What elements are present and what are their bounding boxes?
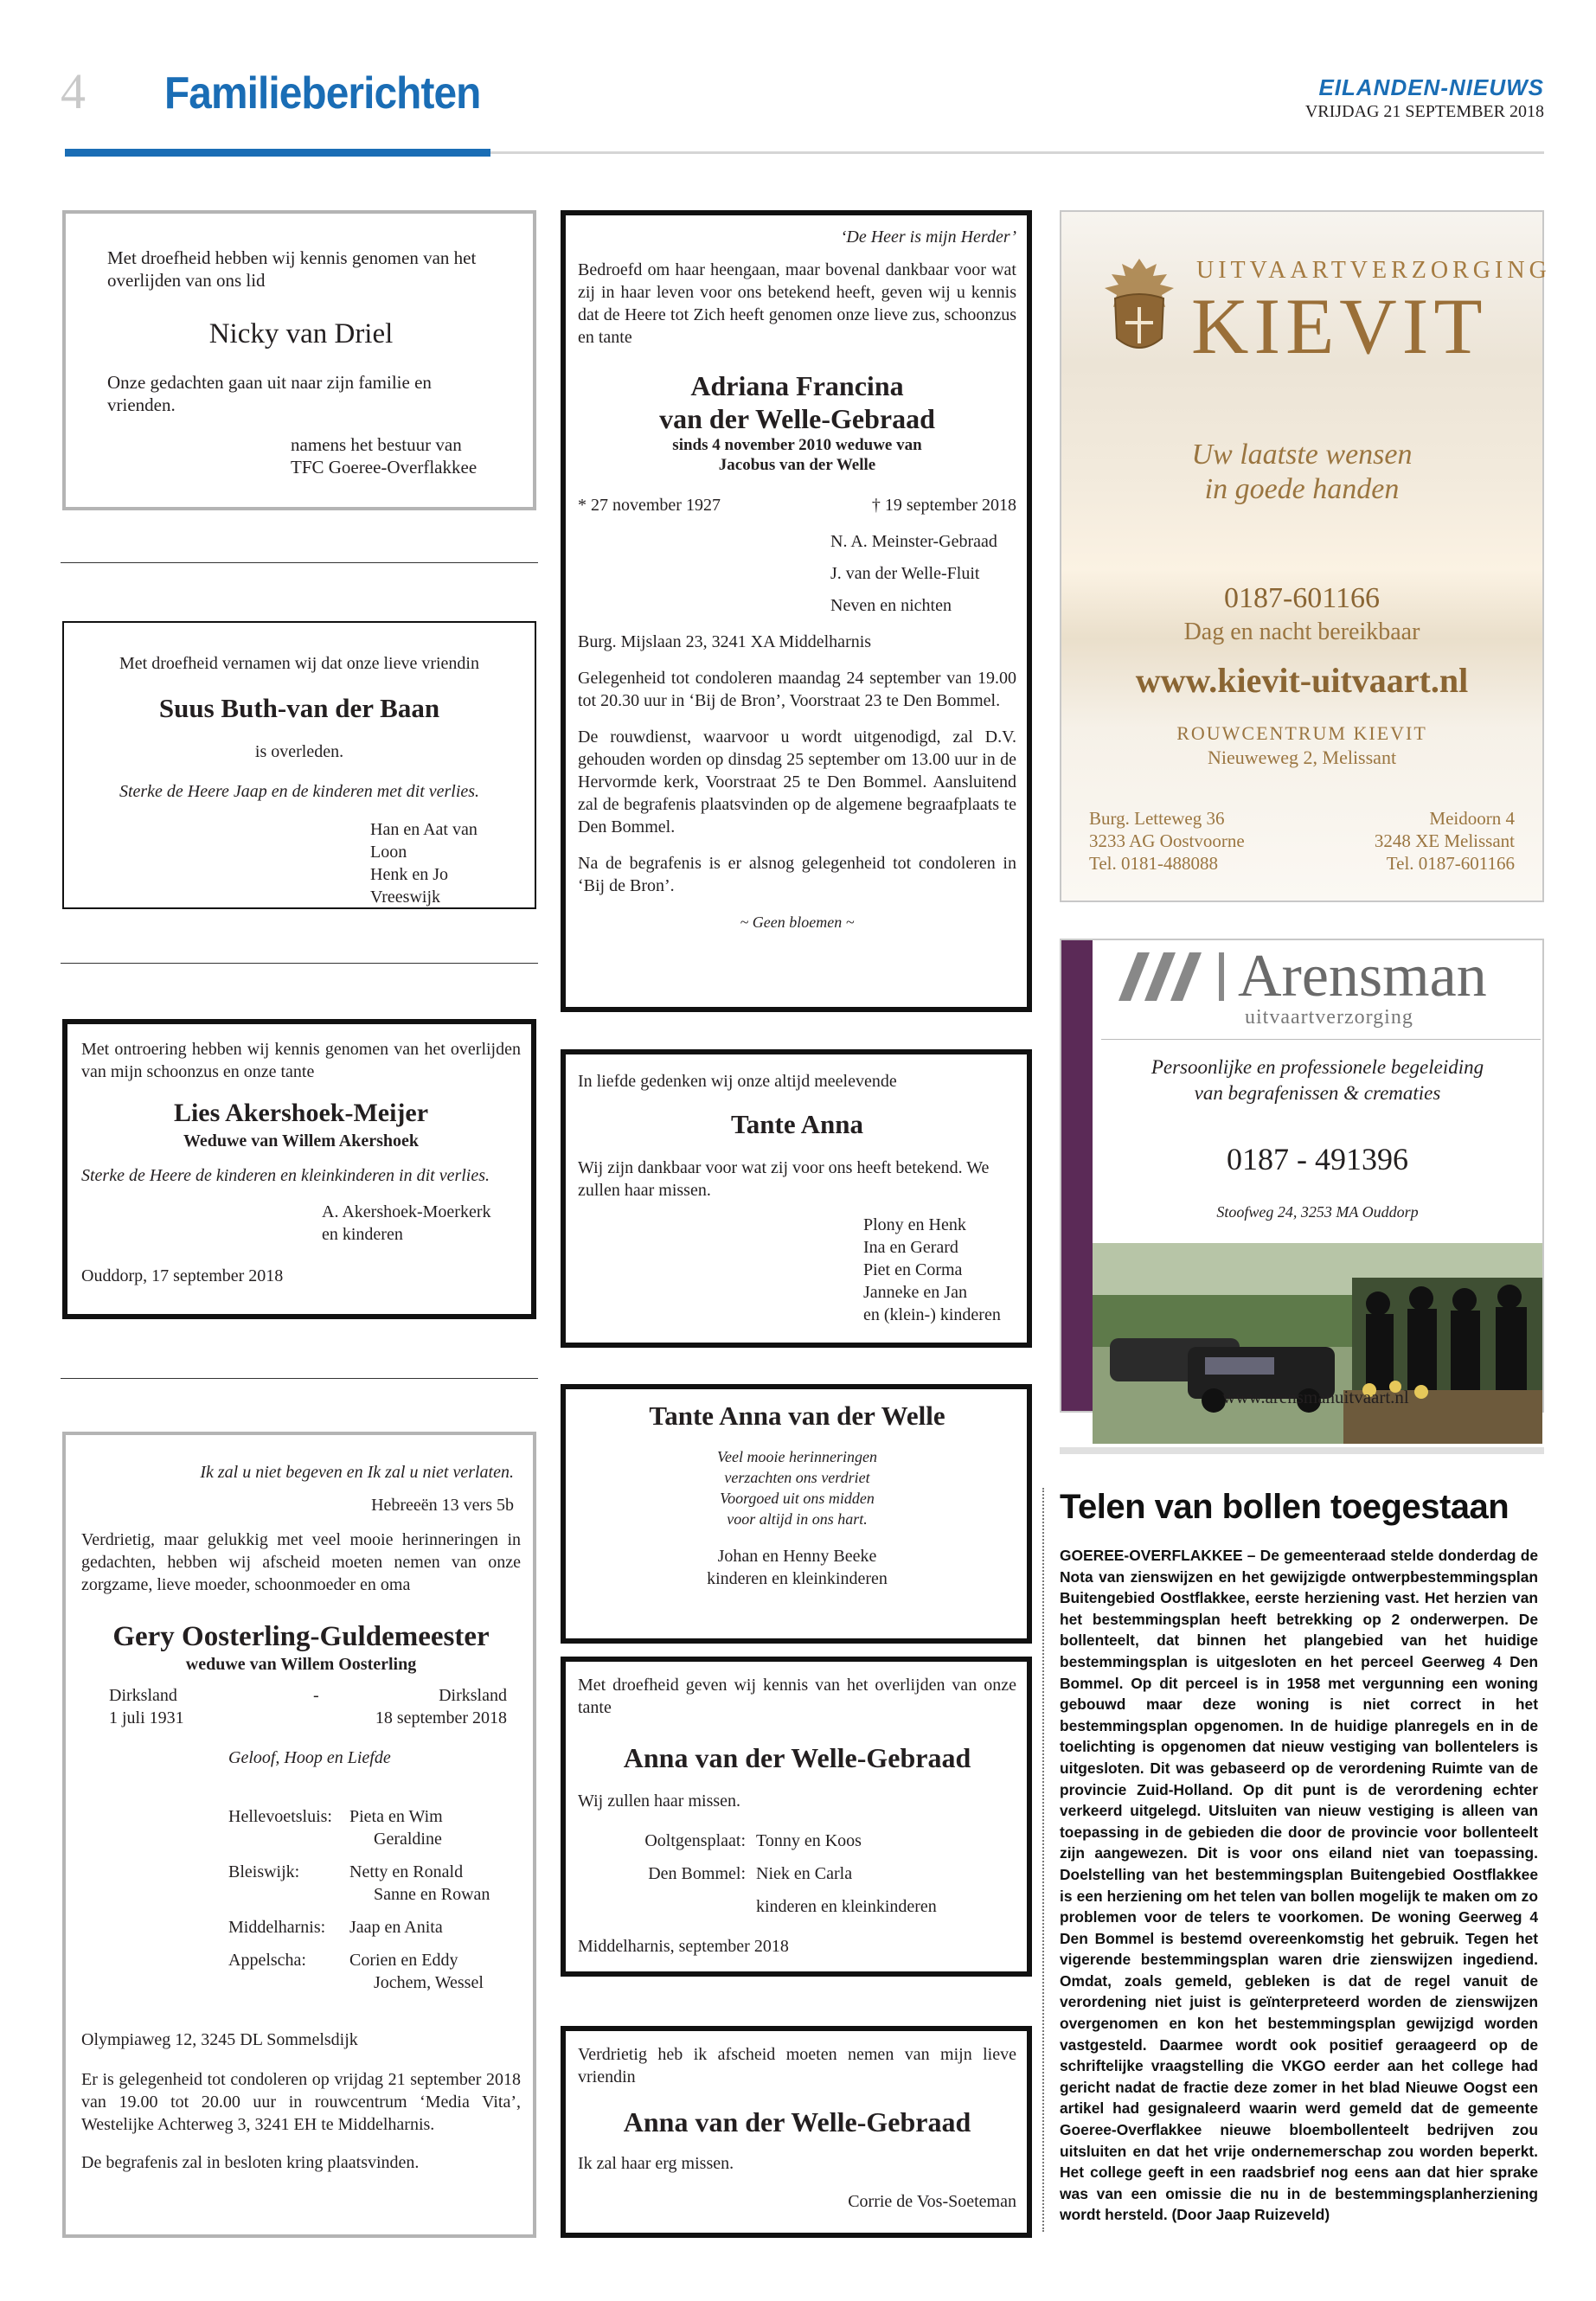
notice-subtitle-2: Jacobus van der Welle <box>718 456 876 474</box>
notice-sign-2: TFC Goeree-Overflakkee <box>291 457 478 478</box>
notice-after: Na de begrafenis is er alsnog gelegenheid tot condoleren in ‘Bij de Bron’. <box>578 854 1016 895</box>
ad-web-link[interactable]: www.kievit-uitvaart.nl <box>1135 661 1469 700</box>
ad-address: Stoofweg 24, 3253 MA Ouddorp <box>1216 1203 1419 1221</box>
notice-sign-2: kinderen en kleinkinderen <box>707 1569 888 1588</box>
separator <box>61 1378 538 1379</box>
addr-line: Tel. 0181-488088 <box>1089 853 1219 874</box>
notice-intro: Met ontroering hebben wij kennis genomen van het overlijden van mijn schoonzus en onze tante <box>81 1040 521 1081</box>
notice-tante-anna-van-der-welle <box>561 1384 1032 1644</box>
notice-name: Tante Anna <box>730 1109 864 1139</box>
notice-name: Gery Oosterling-Guldemeester <box>112 1621 490 1652</box>
article-body: GOEREE-OVERFLAKKEE – De gemeenteraad stelde donderdag de Nota van zienswijzen en het gewijzigde ontwerpbestemmingsplan Buitengebied Oostflakkee, eerste herziening vast. Het herzien van het bestemmingsplan heeft betrekking op 2 onderwerpen. De bollenteelt, dat binnen het plangebied van het huidige bestemmingsplan is uitgesloten en het perceel Geerweg 4 Den Bommel. Op dit perceel is in 1958 met vergunning een woning gebouwd maar deze woning is niet correct in het bestemmingsplan opgenomen. In de huidige planregels en in de toelichting is opgenomen dat nieuw vestiging van bollentelers is uitgesloten. Dit was gebaseerd op de verordening Ruimte van de provincie Zuid-Holland. Op dit punt is de verordening echter verkeerd uitgelegd. Uitsluiten van nieuw vestiging is alleen van toepassing in de gebieden die door de provincie voor bollenteelt zijn aangewezen. Dit is voor ons eiland niet van toepassing. Doelstelling van het bestemmingsplan Buitengebied Oostflakkee is een herziening om het telen van bollen mogelijk te maken om zo problemen voor de telers te voorkomen. De woning Geerweg 4 Den Bommel is bestemd overeenkomstig het gebruik. Tegen het vigerende bestemmingsplan waren drie zienswijzen ingediend. Omdat, zoals gemeld, gebleken is dat de regel vanuit de verordening niet juist is geïnterpreteerd worden de zienswijzen overgenomen en kon het bestemmingsplan gewijzigd worden vastgesteld. Daarmee wordt ook positief geraageerd op de schriftelijke vraagstelling die VKGO eerder aan het college had gericht nadat de fractie deze zomer in het blad Nieuwe Oogst een artikel had gesignaleerd waarin werd gemeld dat de gemeente Goeree-Overflakkee nieuwe bloembollenteelt bedrijven zou uitsluiten en dat het vrije ondernemerschap zou worden beperkt. Het college geeft in een raadsbrief nog eens aan dat hier sprake was van een omissie die nu in de bestemmingsplanherziening wordt hersteld. (Door Jaap Ruizeveld) <box>1060 1547 1538 2224</box>
family-names: Pieta en Wim <box>349 1807 443 1826</box>
ad-sub: uitvaartverzorging <box>1245 1006 1413 1029</box>
notice-sign-1: namens het bestuur van <box>291 434 462 455</box>
crest-icon <box>1096 255 1183 361</box>
family-member: Neven en nichten <box>830 596 952 615</box>
family-names: Corien en Eddy <box>349 1951 458 1970</box>
family-row <box>578 1862 1016 1885</box>
notice-name: Lies Akershoek-Meijer <box>173 1099 429 1127</box>
section-title: Familieberichten <box>164 68 481 119</box>
issue-date: VRIJDAG 21 SEPTEMBER 2018 <box>1304 102 1544 121</box>
notice-subtitle: Weduwe van Willem Akershoek <box>183 1131 420 1150</box>
addr-line: Tel. 0187-601166 <box>1386 853 1515 874</box>
family-row <box>578 1830 1016 1852</box>
ad-slogan-2: in goede handen <box>1204 473 1400 505</box>
notice-name: Nicky van Driel <box>208 318 394 349</box>
family-member: Ina en Gerard <box>863 1238 958 1257</box>
notice-subtitle-1: sinds 4 november 2010 weduwe van <box>672 436 922 454</box>
notice-quote: Sterke de Heere de kinderen en kleinkinderen in dit verlies. <box>81 1166 490 1185</box>
notice-name: Anna van der Welle-Gebraad <box>623 1742 971 1773</box>
arensman-logo-icon <box>1118 952 1231 1001</box>
family-place: Den Bommel: <box>648 1864 746 1883</box>
death-date: † 19 september 2018 <box>871 496 1016 515</box>
family-row <box>228 1861 521 1906</box>
notice-name-2: van der Welle-Gebraad <box>659 403 935 434</box>
addr-line: 3233 AG Oostvoorne <box>1089 830 1245 851</box>
ad-web-link[interactable]: www.arensmanuitvaart.nl <box>1222 1387 1409 1407</box>
ad-center-name: ROUWCENTRUM KIEVIT <box>1176 722 1427 744</box>
death-place: Dirksland <box>439 1686 507 1705</box>
article-headline: Telen van bollen toegestaan <box>1060 1488 1509 1526</box>
family-names: Niek en Carla <box>756 1864 853 1883</box>
notice-intro: Verdrietig heb ik afscheid moeten nemen van mijn lieve vriendin <box>578 2045 1016 2086</box>
notice-place-date: Ouddorp, 17 september 2018 <box>81 1266 284 1285</box>
ad-availability: Dag en nacht bereikbaar <box>1183 619 1420 645</box>
notice-anna-gebraad-1 <box>561 1657 1032 1977</box>
notice-tante-anna <box>561 1049 1032 1348</box>
death-date: 18 september 2018 <box>375 1708 507 1727</box>
notice-name: Tante Anna van der Welle <box>649 1400 945 1431</box>
notice-service: De rouwdienst, waarvoor u wordt uitgenodigd, zal D.V. gehouden worden op dinsdag 25 september om 13.00 uur in de Hervormde kerk, Voorstraat 25 te Den Bommel. Aansluitend zal de begrafenis plaatsvinden op de algemene begraafplaats te Den Bommel. <box>578 727 1016 836</box>
birth-place: Dirksland <box>109 1686 177 1705</box>
notice-intro: Verdrietig, maar gelukkig met veel mooie herinneringen in gedachten, hebben wij afscheid moeten nemen van onze zorgzame, lieve moeder, schoonmoeder en oma <box>81 1530 521 1594</box>
notice-dates <box>81 1684 521 1731</box>
header-rule-blue <box>65 149 490 157</box>
ad-arensman <box>1060 939 1544 1413</box>
notice-status: is overleden. <box>254 742 344 761</box>
poem-line: Voorgoed uit ons midden <box>720 1490 875 1507</box>
notice-family-list <box>830 530 1016 617</box>
family-place: Ooltgensplaat: <box>644 1831 746 1850</box>
notice-body: Wij zullen haar missen. <box>578 1791 741 1811</box>
family-names: kinderen en kleinkinderen <box>756 1897 937 1916</box>
family-member: J. van der Welle-Fluit <box>830 564 980 583</box>
poem-line: verzachten ons verdriet <box>724 1469 870 1486</box>
notice-intro: In liefde gedenken wij onze altijd meelevende <box>578 1072 897 1091</box>
notice-family-list <box>578 1830 1016 1918</box>
notice-subtitle: weduwe van Willem Oosterling <box>185 1655 417 1674</box>
notice-adriana-van-der-welle <box>561 210 1032 1012</box>
notice-sign-1: A. Akershoek-Moerkerk <box>322 1202 491 1221</box>
family-member: N. A. Meinster-Gebraad <box>830 532 997 551</box>
notice-place-date: Middelharnis, september 2018 <box>578 1937 789 1956</box>
ad-phone: 0187-601166 <box>1223 582 1381 614</box>
separator <box>61 963 538 964</box>
notice-family-list <box>863 1214 1016 1326</box>
notice-address: Olympiaweg 12, 3245 DL Sommelsdijk <box>81 2030 358 2049</box>
ad-address-left <box>1089 807 1245 875</box>
family-member: Plony en Henk <box>863 1215 966 1234</box>
poem-line: Veel mooie herinneringen <box>717 1448 877 1465</box>
notice-body: Ik zal haar erg missen. <box>578 2154 734 2173</box>
ad-phone: 0187 - 491396 <box>1227 1142 1408 1176</box>
ad-kievit <box>1060 210 1551 902</box>
notice-intro: Met droefheid hebben wij kennis genomen van het overlijden van ons lid <box>107 247 477 291</box>
separator <box>61 562 538 563</box>
notice-name: Anna van der Welle-Gebraad <box>623 2106 971 2138</box>
ad-tagline-top: UITVAARTVERZORGING <box>1196 257 1551 284</box>
notice-intro: Met droefheid geven wij kennis van het overlijden van onze tante <box>578 1676 1016 1717</box>
notice-sign-1: Han en Aat van Loon <box>370 820 478 862</box>
ad-tagline-1: Persoonlijke en professionele begeleiding <box>1151 1056 1484 1078</box>
ad-center-address: Nieuweweg 2, Melissant <box>1207 747 1397 768</box>
family-place: Bleiswijk: <box>228 1862 300 1881</box>
ad-tagline-2: van begrafenissen & crematies <box>1194 1082 1441 1104</box>
notice-verse: Ik zal u niet begeven en Ik zal u niet verlaten. <box>200 1463 514 1482</box>
notice-intro: Bedroefd om haar heengaan, maar bovenal dankbaar voor wat zij in haar leven voor ons betekend heeft, geven wij u kennis dat de Heere tot Zich heeft genomen onze lieve zus, schoonzus en tante <box>578 260 1016 347</box>
notice-nicky-van-driel <box>62 210 536 510</box>
notice-sign-2: Henk en Jo Vreeswijk <box>370 865 448 907</box>
ad-brand: Arensman <box>1238 943 1487 1009</box>
notice-condolence: Gelegenheid tot condoleren maandag 24 september van 19.00 tot 20.30 uur in ‘Bij de Bron’, Voorstraat 23 te Den Bommel. <box>578 669 1016 710</box>
family-row <box>228 1916 521 1939</box>
family-member: Piet en Corma <box>863 1260 963 1279</box>
notice-name: Suus Buth-van der Baan <box>158 693 440 723</box>
notice-sign-2: en kinderen <box>322 1225 403 1244</box>
notice-anna-gebraad-2 <box>561 2026 1032 2238</box>
family-member: en (klein-) kinderen <box>863 1305 1001 1324</box>
header-rule-gray <box>490 151 1544 154</box>
ad-photo-funeral <box>1093 1243 1542 1444</box>
birth-date: 1 juli 1931 <box>109 1708 184 1727</box>
notice-verse: ‘De Heer is mijn Herder’ <box>840 228 1016 247</box>
family-place: Middelharnis: <box>228 1918 326 1937</box>
notice-name-1: Adriana Francina <box>690 370 904 401</box>
notice-quote: Sterke de Heere Jaap en de kinderen met dit verlies. <box>119 782 480 801</box>
notice-condolence: Er is gelegenheid tot condoleren op vrijdag 21 september 2018 van 19.00 tot 20.00 uur in rouwcentrum ‘Media Vita’, Westelijke Achterweg 3, 3241 EH te Middelharnis. <box>81 2070 521 2134</box>
notice-gery-oosterling <box>62 1432 536 2238</box>
family-row <box>228 1805 521 1850</box>
notice-sign: Corrie de Vos-Soeteman <box>848 2192 1016 2211</box>
column-divider <box>1042 1488 1044 2232</box>
addr-line: 3248 XE Melissant <box>1374 830 1515 851</box>
family-names: Sanne en Rowan <box>374 1885 490 1904</box>
divider <box>1101 1039 1541 1040</box>
page-number: 4 <box>61 63 86 119</box>
ad-address-right <box>1375 807 1515 875</box>
birth-date: * 27 november 1927 <box>578 496 721 515</box>
poem-line: voor altijd in ons hart. <box>727 1510 868 1528</box>
notice-poem <box>578 1446 1016 1529</box>
family-names: Geraldine <box>374 1830 442 1849</box>
date-dash: - <box>313 1686 319 1705</box>
family-member: Janneke en Jan <box>863 1283 967 1302</box>
notice-suus-buth <box>62 621 536 909</box>
notice-address: Burg. Mijslaan 23, 3241 XA Middelharnis <box>578 632 872 651</box>
notice-lies-akershoek <box>62 1019 536 1319</box>
notice-no-flowers: ~ Geen bloemen ~ <box>740 913 855 931</box>
newspaper-name: EILANDEN-NIEUWS <box>1318 74 1544 100</box>
family-names: Netty en Ronald <box>349 1862 464 1881</box>
family-names: Jochem, Wessel <box>374 1973 484 1992</box>
family-names: Jaap en Anita <box>349 1918 443 1937</box>
family-row <box>228 1949 521 1994</box>
addr-line: Burg. Letteweg 36 <box>1089 808 1225 829</box>
notice-funeral: De begrafenis zal in besloten kring plaatsvinden. <box>81 2153 420 2172</box>
article-top-rule <box>1060 1447 1544 1454</box>
family-place: Hellevoetsluis: <box>228 1807 332 1826</box>
notice-body: Wij zijn dankbaar voor wat zij voor ons heeft betekend. We zullen haar missen. <box>578 1158 990 1200</box>
notice-sign-1: Johan en Henny Beeke <box>717 1547 877 1566</box>
ad-side-bar <box>1061 940 1093 1411</box>
notice-body: Onze gedachten gaan uit naar zijn familie en vrienden. <box>107 372 432 415</box>
family-place: Appelscha: <box>228 1951 306 1970</box>
ad-brand: KIEVIT <box>1191 282 1488 370</box>
notice-dates <box>578 494 1016 516</box>
ad-slogan-1: Uw laatste wensen <box>1191 439 1413 471</box>
notice-verse-ref: Hebreeën 13 vers 5b <box>371 1496 514 1515</box>
addr-line: Meidoorn 4 <box>1429 808 1515 829</box>
notice-family-list <box>228 1805 521 1994</box>
notice-motto: Geloof, Hoop en Liefde <box>228 1748 391 1767</box>
family-names: Tonny en Koos <box>756 1831 862 1850</box>
notice-intro: Met droefheid vernamen wij dat onze lieve vriendin <box>119 654 479 673</box>
